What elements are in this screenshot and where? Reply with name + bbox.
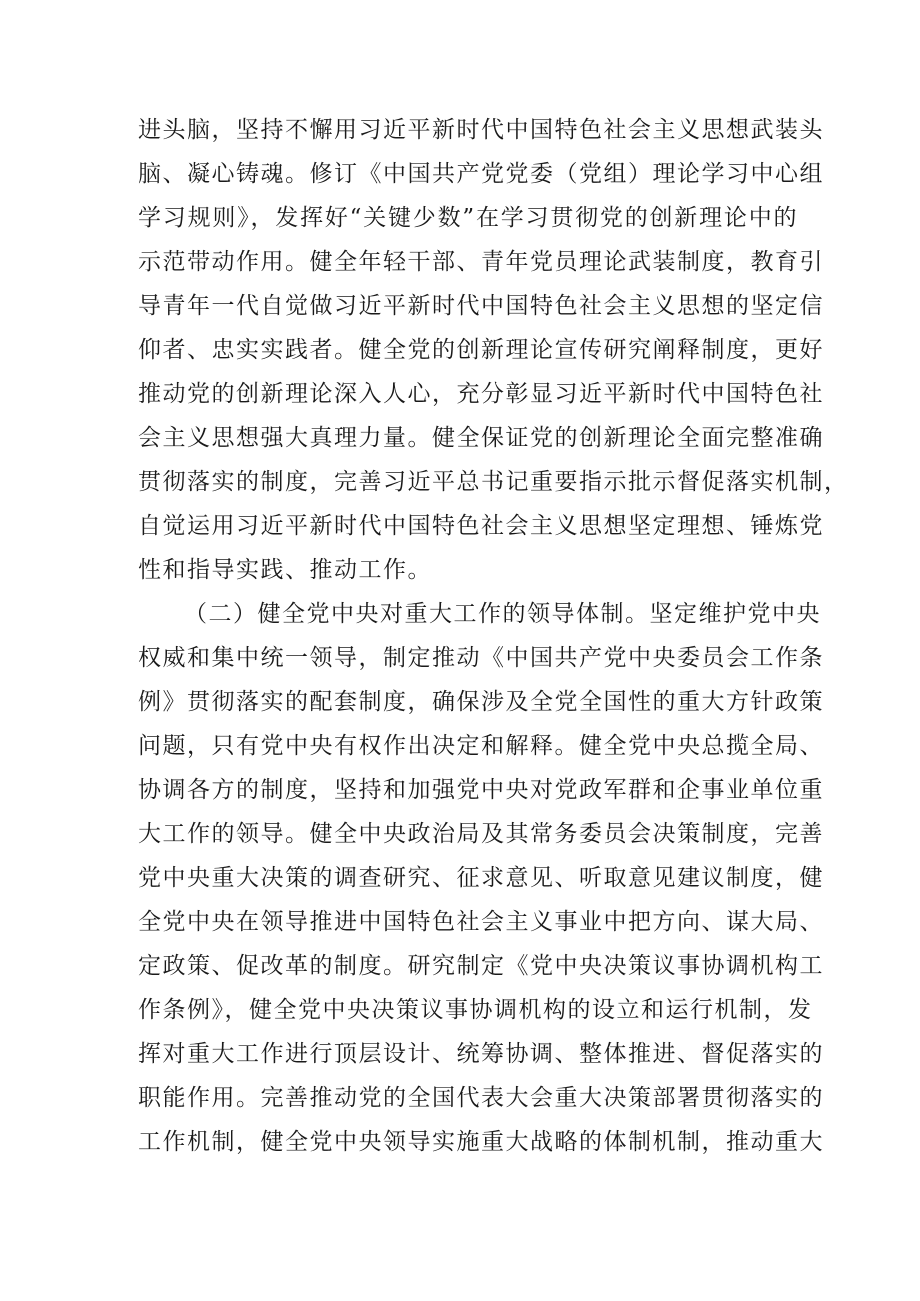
text-line: 导青年一代自觉做习近平新时代中国特色社会主义思想的坚定信 <box>138 293 824 319</box>
text-line: 学习规则》，发挥好“关键少数”在学习贯彻党的创新理论中的 <box>138 205 798 231</box>
text-line: 权威和集中统一领导，制定推动《中国共产党中央委员会工作条 <box>138 645 824 671</box>
text-line: 协调各方的制度，坚持和加强党中央对党政军群和企事业单位重 <box>138 777 824 803</box>
text-line: 仰者、忠实实践者。健全党的创新理论宣传研究阐释制度，更好 <box>138 337 824 363</box>
text-line: 会主义思想强大真理力量。健全保证党的创新理论全面完整准确 <box>138 425 824 451</box>
text-line: 党中央重大决策的调查研究、征求意见、听取意见建议制度，健 <box>138 865 824 891</box>
paragraph-1 <box>138 108 849 592</box>
paragraph-2 <box>138 592 824 1164</box>
text-line: 工作机制，健全党中央领导实施重大战略的体制机制，推动重大 <box>138 1129 824 1155</box>
text-line: 定政策、促改革的制度。研究制定《党中央决策议事协调机构工 <box>138 953 824 979</box>
text-line: 推动党的创新理论深入人心，充分彰显习近平新时代中国特色社 <box>138 381 824 407</box>
text-line: 作条例》，健全党中央决策议事协调机构的设立和运行机制，发 <box>138 997 813 1023</box>
text-line: 脑、凝心铸魂。修订《中国共产党党委（党组）理论学习中心组 <box>138 161 824 187</box>
text-line: 大工作的领导。健全中央政治局及其常务委员会决策制度，完善 <box>138 821 824 847</box>
text-line: 挥对重大工作进行顶层设计、统筹协调、整体推进、督促落实的 <box>138 1041 824 1067</box>
text-line: 职能作用。完善推动党的全国代表大会重大决策部署贯彻落实的 <box>138 1085 824 1111</box>
text-line: 贯彻落实的制度，完善习近平总书记重要指示批示督促落实机制， <box>138 469 849 495</box>
text-line: 进头脑，坚持不懈用习近平新时代中国特色社会主义思想武装头 <box>138 117 824 143</box>
text-line: 全党中央在领导推进中国特色社会主义事业中把方向、谋大局、 <box>138 909 824 935</box>
document-page <box>138 108 849 1164</box>
text-line: 示范带动作用。健全年轻干部、青年党员理论武装制度，教育引 <box>138 249 824 275</box>
text-line: 例》贯彻落实的配套制度，确保涉及全党全国性的重大方针政策 <box>138 689 824 715</box>
text-line: 自觉运用习近平新时代中国特色社会主义思想坚定理想、锤炼党 <box>138 513 824 539</box>
text-line: 问题，只有党中央有权作出决定和解释。健全党中央总揽全局、 <box>138 733 824 759</box>
section-heading-line: （二）健全党中央对重大工作的领导体制。坚定维护党中央 <box>184 601 821 627</box>
text-line-last: 性和指导实践、推动工作。 <box>138 557 432 583</box>
